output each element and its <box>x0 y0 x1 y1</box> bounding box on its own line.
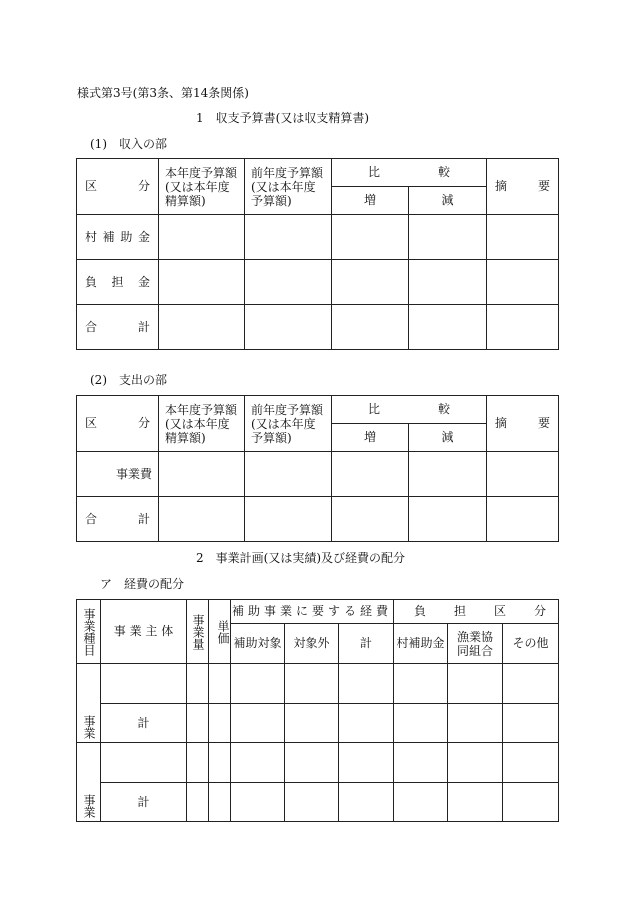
expense-col-category: 区 分 <box>77 396 159 452</box>
allocation-table <box>76 599 559 822</box>
alloc-sub-non-target: 対象外 <box>285 624 339 664</box>
expense-col-compare: 比 較 <box>332 396 487 424</box>
alloc-group1-total: 計 <box>101 704 187 743</box>
section1-title: 1 収支予算書(又は収支精算書) <box>196 111 369 125</box>
expense-row-total: 合 計 <box>77 497 159 542</box>
income-col-remarks: 摘 要 <box>487 159 559 215</box>
expense-col-current: 本年度予算額 (又は本年度 精算額) <box>159 396 245 452</box>
expense-heading: (2) 支出の部 <box>90 373 167 387</box>
income-col-increase: 増 <box>332 187 409 215</box>
expense-col-remarks: 摘 要 <box>487 396 559 452</box>
form-label: 様式第3号(第3条、第14条関係) <box>77 86 249 100</box>
income-col-decrease: 減 <box>409 187 487 215</box>
alloc-sub-total: 計 <box>339 624 394 664</box>
alloc-sub-village-subsidy: 村補助金 <box>394 624 448 664</box>
income-row-village-subsidy: 村 補 助 金 <box>77 215 159 260</box>
alloc-col-entity: 事 業 主 体 <box>101 600 187 664</box>
section2-title: 2 事業計画(又は実績)及び経費の配分 <box>196 551 405 565</box>
alloc-group1-label: 事業 <box>77 664 101 743</box>
income-table <box>76 158 559 350</box>
expense-col-increase: 増 <box>332 424 409 452</box>
alloc-col-unit-price: 単価 <box>209 600 231 664</box>
income-col-category: 区 分 <box>77 159 159 215</box>
income-row-burden: 負 担 金 <box>77 260 159 305</box>
expense-col-previous: 前年度予算額 (又は本年度 予算額) <box>245 396 332 452</box>
income-col-compare: 比 較 <box>332 159 487 187</box>
expense-row-project-cost: 事業費 <box>77 452 159 497</box>
alloc-group2-total: 計 <box>101 783 187 822</box>
alloc-sub-subsidy-target: 補助対象 <box>231 624 285 664</box>
income-heading: (1) 収入の部 <box>90 137 167 151</box>
alloc-sub-fishery-coop: 漁業協 同組合 <box>448 624 503 664</box>
expense-col-decrease: 減 <box>409 424 487 452</box>
alloc-col-required-cost: 補助事業に要する経費 <box>231 600 394 624</box>
expense-table <box>76 395 559 542</box>
alloc-sub-other: その他 <box>503 624 559 664</box>
income-row-total: 合 計 <box>77 305 159 350</box>
alloc-col-quantity: 事業量 <box>187 600 209 664</box>
alloc-group2-label: 事業 <box>77 743 101 822</box>
income-col-current: 本年度予算額 (又は本年度 精算額) <box>159 159 245 215</box>
alloc-heading: ア 経費の配分 <box>100 577 185 591</box>
alloc-col-type: 事業種目 <box>77 600 101 664</box>
alloc-col-burden: 負 担 区 分 <box>394 600 559 624</box>
income-col-previous: 前年度予算額 (又は本年度 予算額) <box>245 159 332 215</box>
